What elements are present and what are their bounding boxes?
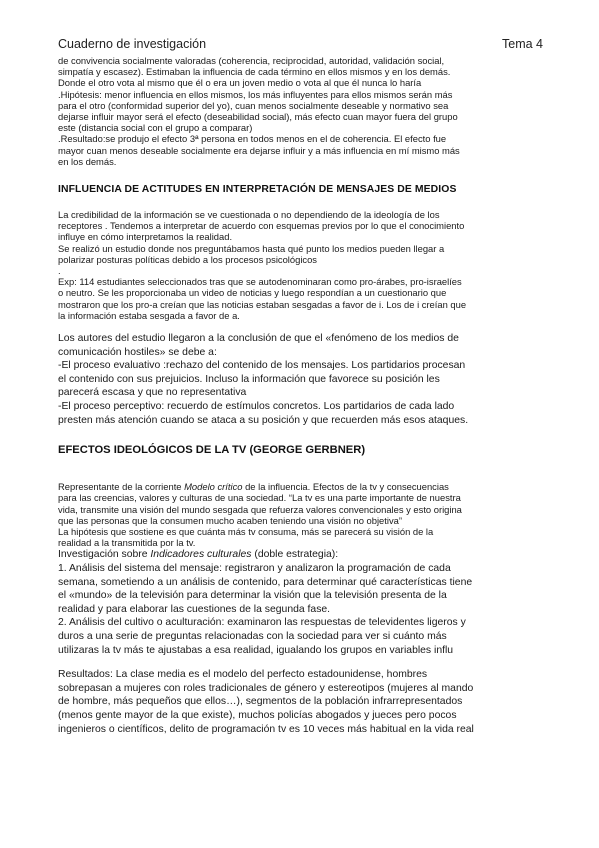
text-line: Resultados: La clase media es el modelo del perfecto estadounidense, hombres: [58, 669, 428, 681]
text-line: en los demás.: [58, 155, 117, 167]
text-line: dejarse influir mayor será el efecto (deseabilidad social), más efecto cuan mayor fuera del grupo: [58, 111, 458, 123]
text-line: receptores . Tendemos a interpretar de acuerdo con esquemas previos por lo que el conocimiento: [58, 220, 465, 232]
text-line: Se realizó un estudio donde nos preguntábamos hasta qué punto los medios pueden llegar a: [58, 242, 445, 254]
text-span: (doble estrategia):: [251, 549, 339, 561]
text-line: .: [58, 265, 61, 277]
text-line: -El proceso perceptivo: recuerdo de estímulos concretos. Los partidarios de cada lado: [58, 401, 455, 413]
text-line: polarizar posturas políticas debido a los procesos psicológicos: [58, 253, 317, 265]
section-gerbner: [58, 481, 544, 736]
emphasis-text: Indicadores culturales: [150, 549, 252, 561]
text-line: sobrepasan a mujeres con roles tradicionales de género y estereotipos (mujeres al mando: [58, 682, 474, 694]
text-line: para las creencias, valores y culturas de una sociedad. “La tv es una parte importante de nuestra: [58, 492, 461, 504]
text-line: realidad a la transmitida por la tv.: [58, 537, 196, 549]
text-line: vida, transmite una visión del mundo sesgada que refuerza valores convencionales y esto origina: [58, 503, 462, 515]
text-line: comunicación hostiles» se debe a:: [58, 346, 217, 358]
text-line: .Resultado:se produjo el efecto 3ª persona en todos menos en el de coherencia. El efecto fue: [58, 133, 447, 145]
text-line: la información estaba sesgada a favor de a.: [58, 309, 240, 321]
text-line: ingenieros o científicos, delito de programación tv es 10 veces más habitual en la vida real: [58, 723, 474, 735]
text-line: (menos gente mayor de la que existe), muchos policías abogados y jueces pero pocos: [58, 709, 457, 721]
text-span: de la influencia. Efectos de la tv y consecuencias: [242, 481, 449, 493]
header-title: Cuaderno de investigación: [58, 37, 207, 51]
text-line: influye en cómo interpretamos la realidad.: [58, 231, 233, 243]
list-item-line: utilizaras la tv más te ajustabas a esa realidad, igualando los grupos en variables influ: [58, 644, 454, 656]
text-line: -El proceso evaluativo :rechazo del contenido de los mensajes. Los partidarios procesan: [58, 360, 466, 372]
text-line: de hombre, más pequeños que ellos…), segmentos de la población infrarrepresentados: [58, 696, 463, 708]
text-span: Investigación sobre: [58, 549, 151, 561]
text-line: este (distancia social con el grupo a comparar): [58, 122, 253, 134]
list-item-line: semana, sometiendo a un análisis de contenido, para determinar qué características tiene: [58, 576, 473, 588]
document-body: [58, 55, 544, 736]
list-item-line: 2. Análisis del cultivo o aculturación: examinaron las respuestas de televidentes ligeros y: [58, 617, 466, 629]
text-line: [58, 548, 544, 562]
text-line: Exp: 114 estudiantes seleccionados tras que se autodenominaran como pro-árabes, pro-israelíes: [58, 276, 462, 288]
text-line: Donde el otro vota al mismo que él o era un joven medio o vota al que él nunca lo haría: [58, 77, 422, 89]
list-item-line: realidad y para elaborar las cuestiones de la segunda fase.: [58, 603, 331, 615]
text-line: [58, 481, 544, 492]
text-line: simpatía y escasez). Estimaban la influencia de cada término en ellos mismos y en los demás.: [58, 66, 451, 78]
header-topic: Tema 4: [502, 37, 543, 51]
text-line: presten más atención cuando se ataca a su posición y que recuerden más esos ataques.: [58, 414, 469, 426]
section-heading: EFECTOS IDEOLÓGICOS DE LA TV (GEORGE GERBNER): [58, 444, 366, 457]
text-line: parecerá escasa y que no representativa: [58, 387, 247, 399]
text-line: el contenido con sus prejuicios. Incluso la información que favorece su posición les: [58, 373, 440, 385]
section-hostile-media: [58, 209, 544, 427]
section-heading: INFLUENCIA DE ACTITUDES EN INTERPRETACIÓN DE MENSAJES DE MEDIOS: [58, 184, 457, 196]
text-line: para el otro (conformidad superior del yo), cuan menos socialmente deseable y normativo sea: [58, 99, 449, 111]
text-line: o neutro. Se les proporcionaba un video de noticias y luego respondían a un cuestionario que: [58, 287, 447, 299]
list-item-line: 1. Análisis del sistema del mensaje: registraron y analizaron la programación de cada: [58, 563, 451, 575]
list-item-line: el «mundo» de la televisión para determinar la visión que la televisión presenta de la: [58, 590, 447, 602]
text-line: La hipótesis que sostiene es que cuánta más tv consuma, más se parecerá su visión de la: [58, 526, 434, 538]
text-span: Representante de la corriente: [58, 481, 185, 493]
text-line: Los autores del estudio llegaron a la conclusión de que el «fenómeno de los medios de: [58, 333, 459, 345]
text-line: La credibilidad de la información se ve cuestionada o no dependiendo de la ideología de los: [58, 209, 440, 221]
text-line: que las personas que la consumen mucho acaben teniendo una visión no objetiva”: [58, 514, 402, 526]
text-line: .Hipótesis: menor influencia en ellos mismos, los más influyentes para ellos mismos serán más: [58, 88, 453, 100]
section-third-person-effect: [58, 55, 544, 167]
list-item-line: duros a una serie de preguntas relacionadas con la sociedad para ver si cuánto más: [58, 631, 447, 642]
page-header: [58, 37, 543, 53]
text-line: mostraron que los pro-a creían que las noticias estaban sesgadas a favor de i. Los de i creían que: [58, 298, 467, 310]
text-line: mayor cuan menos deseable socialmente era dejarse influir y a más influencia en mí mismo más: [58, 144, 460, 156]
emphasis-text: Modelo crítico: [184, 481, 243, 493]
text-line: de convivencia socialmente valoradas (coherencia, reciprocidad, autoridad, validación social,: [58, 55, 445, 66]
